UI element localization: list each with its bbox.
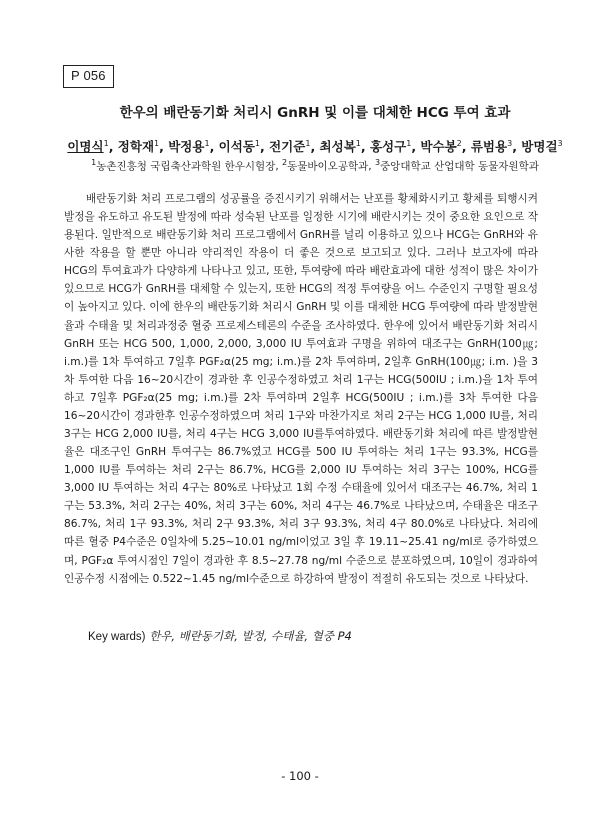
- author-affiliation-mark: 1: [305, 139, 311, 148]
- author-affiliation-mark: 1: [204, 139, 210, 148]
- author-affiliation-mark: 2: [456, 139, 462, 148]
- affiliation-text: 동물바이오공학과,: [287, 160, 375, 173]
- author-name: 류범용: [470, 139, 508, 155]
- author-name: 이석동: [218, 139, 255, 155]
- affiliation-text: 중앙대학교 산업대학 동물자원학과: [380, 160, 539, 173]
- keywords-line: [88, 628, 352, 645]
- author-affiliation-mark: 1: [355, 139, 361, 148]
- author-name: 방명걸: [521, 139, 558, 155]
- author-name: 박정용: [168, 139, 205, 155]
- paper-title: 한우의 배란동기화 처리시 GnRH 및 이를 대체한 HCG 투여 효과: [119, 105, 511, 121]
- affiliation-text: 농촌진흥청 국립축산과학원 한우시험장,: [96, 160, 283, 173]
- abstract-body: [64, 190, 538, 588]
- author-name: 이명식: [67, 139, 104, 155]
- affiliation-mark: 1: [91, 158, 97, 167]
- author-name: 박수봉: [420, 139, 457, 155]
- author-name: 전기준: [269, 139, 306, 155]
- author-affiliation-mark: 1: [406, 139, 412, 148]
- author-affiliation-mark: 1: [254, 139, 260, 148]
- author-affiliation-mark: 3: [557, 139, 563, 148]
- author-affiliation-mark: 1: [154, 139, 160, 148]
- author-name: 정학재: [117, 139, 155, 155]
- poster-id-box: P 056: [63, 65, 114, 88]
- affiliation-mark: 2: [282, 158, 288, 167]
- author-name: 홍성구: [369, 139, 407, 155]
- page-number: - 100 -: [281, 769, 319, 783]
- affiliation-line: [60, 156, 570, 174]
- abstract-paragraph: 배란동기화 처리 프로그램의 성공률을 증진시키기 위해서는 난포를 황체화시키고 황체를 퇴행시켜 발정을 유도하고 유도된 발정에 따라 성숙된 난포를 일정한 시기에 배란시키는 것이 중요한 요인으로 작용된다. 일반적으로 배란동기화 처리 프로그램에서 GnRH를 널리 이용하고 있으나 HCG는 GnRH와 유사한 작용을 할 뿐만 아니라 약리적인 작용이 더 좋은 것으로 보고되고 있다. 그러나 보고자에 따라 HCG의 투여효과가 다양하게 나타나고 있고, 또한, 투여량에 따라 배란효과에 대한 성적이 많은 차이가 있으므로 HCG가 GnRH를 대체할 수 있는지, 또한 HCG의 적정 투여량을 어느 수준인지 구명할 필요성이 높아지고 있다. 이에 한우의 배란동기화 처리시 GnRH 및 이를 대체한 HCG 투여량에 따라 발정발현율과 수태율 및 처리과정중 혈중 프로제스테론의 수준을 조사하였다. 한우에 있어서 배란동기화 처리시 GnRH 또는 HCG 500, 1,000, 2,000, 3,000 IU 투여효과 구명을 위하여 대조구는 GnRH(100㎍; i.m.)를 1차 투여하고 7일후 PGF₂α(25 mg; i.m.)를 2차 투여하며, 2일후 GnRH(100㎍; i.m. )을 3차 투여한 다음 16~20시간이 경과한 후 인공수정하였고 처리 1구는 HCG(500IU ; i.m.)을 1차 투여하고 7일후 PGF₂α(25 mg; i.m.)를 2차 투여하며 2일후 HCG(500IU ; i.m.)를 3차 투여한 다음 16~20시간이 경과한후 인공수정하였으며 처리 1구와 마찬가지로 처리 2구는 HCG 1,000 IU를, 처리 3구는 HCG 2,000 IU를, 처리 4구는 HCG 3,000 IU를투여하였다. 배란동기화 처리에 따른 발정발현율은 대조구인 GnRH 투여구는 86.7%였고 HCG를 500 IU 투여하는 처리 1구는 93.3%, HCG를 1,000 IU를 투여하는 처리 2구는 86.7%, HCG를 2,000 IU 투여하는 처리 3구는 100%, HCG를 3,000 IU 투여하는 처리 4구는 80%로 나타났고 1회 수정 수태율에 있어서 대조구는 46.7%, 처리 1구는 53.3%, 처리 2구는 40%, 처리 3구는 60%, 처리 4구는 46.7%로 나타났으며, 수태율은 대조구 86.7%, 처리 1구 93.3%, 처리 2구 93.3%, 처리 3구 93.3%, 처리 4구 80.0%로 나타났다. 처리에 따른 혈중 P4수준은 0일차에 5.25~10.01 ng/ml이었고 3일 후 19.11~25.41 ng/ml로 증가하였으며, PGF₂α 투여시점인 7일이 경과한 후 8.5~27.78 ng/ml 수준으로 분포하였으며, 10일이 경과하여 인공수정 시점에는 0.522~1.45 ng/ml수준으로 하강하여 발정이 적절히 유도되는 것으로 나타났다.: [64, 193, 538, 585]
- author-affiliation-mark: 3: [507, 139, 513, 148]
- affiliation-mark: 3: [374, 158, 381, 167]
- author-affiliation-mark: 1: [103, 139, 109, 148]
- keywords-label: Key wards): [88, 631, 146, 643]
- author-list: 이명식$^1$, 정학재$^1$, 박정용$^1$, 이석동$^1$, 전기준$^1$, 최성복$^1$, 홍성구$^1$, 박수봉$^2$, 류범용$^3$, 방명걸$^3$: [67, 139, 563, 155]
- author-name: 최성복: [319, 139, 356, 155]
- keywords-list: 한우, 배란동기화, 발정, 수태율, 혈중 P4: [149, 629, 352, 643]
